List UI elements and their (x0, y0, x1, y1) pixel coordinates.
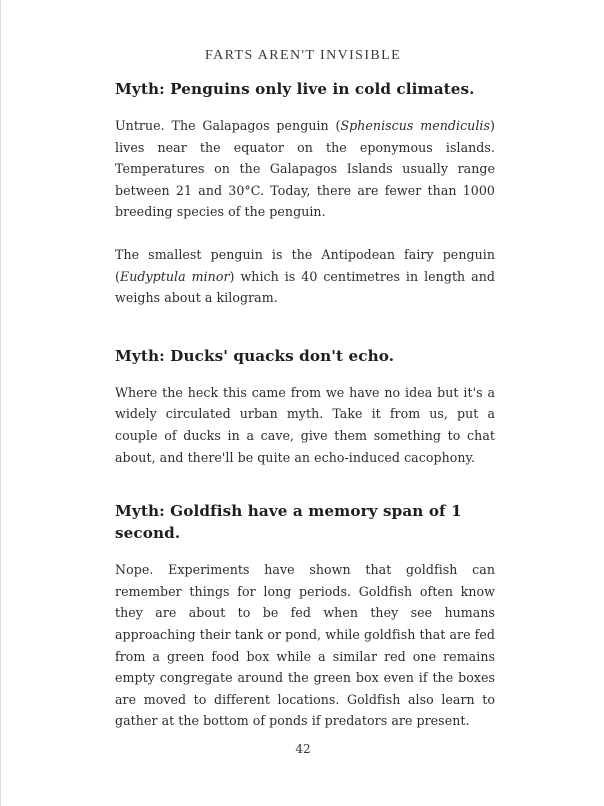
section-heading: Myth: Penguins only live in cold climates. (115, 80, 475, 98)
text-run: ) which is 40 centimetres in length and weighs about a kilogram. (115, 268, 495, 306)
section-goldfish (115, 500, 495, 732)
italic-species-name: Spheniscus mendiculis (340, 118, 491, 133)
paragraph: Where the heck this came from we have no idea but it's a widely circulated urban myth. Take it from us, put a couple of ducks in a cave, give them something to chat about, and there'll be quite an echo-induced cacophony. (115, 384, 495, 465)
section-penguins (115, 78, 495, 309)
italic-species-name: Eudyptula minor (119, 268, 230, 284)
text-run: ) lives near the equator on the eponymous islands. Temperatures on the Galapagos Islands usually range between 21 and 30°C. Today, there are fewer than 1000 breeding species of the penguin. (115, 118, 495, 220)
section-heading: Myth: Goldfish have a memory span of 1 second. (115, 502, 462, 543)
running-head: FARTS AREN'T INVISIBLE (204, 48, 402, 63)
paragraph: Nope. Experiments have shown that goldfish can remember things for long periods. Goldfish often know they are about to be fed when they see humans approaching their tank or pond, while goldfish that are fed from a green food box while a similar red one remains empty congregate around the green box even if the boxes are moved to different locations. Goldfish also learn to gather at the bottom of ponds if predators are present. (115, 562, 495, 729)
section-ducks (115, 345, 495, 468)
text-run: Untrue. The Galapagos penguin ( (115, 118, 341, 133)
text-run: The smallest penguin is the Antipodean fairy penguin ( (115, 246, 495, 284)
paragraph (115, 244, 495, 309)
section-heading: Myth: Ducks' quacks don't echo. (115, 346, 395, 365)
page-content (115, 78, 495, 732)
paragraph (115, 115, 495, 223)
page-number: 42 (295, 742, 311, 756)
